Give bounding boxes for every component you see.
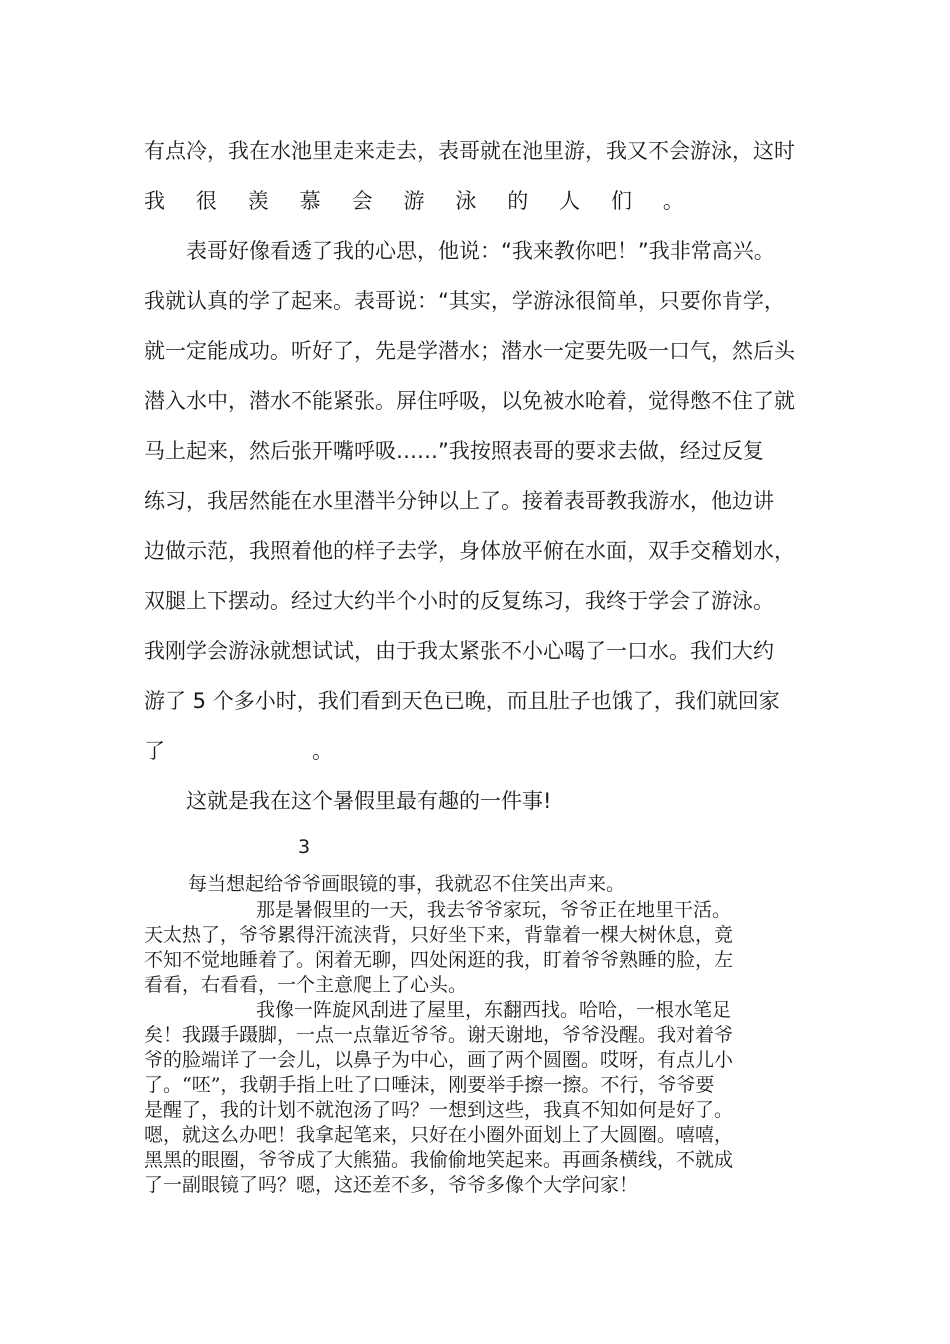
story-line: 天太热了，爷爷累得汗流浃背，只好坐下来，背靠着一棵大树休息，竟: [144, 924, 734, 946]
paragraph-line: 马上起来，然后张开嘴呼吸……”我按照表哥的要求去做，经过反复: [144, 439, 764, 463]
story-line: 黑黑的眼圈，爷爷成了大熊猫。我偷偷地笑起来。再画条横线，不就成: [144, 1149, 734, 1171]
story-line: 我像一阵旋风刮进了屋里，东翻西找。哈哈，一根水笔足: [256, 999, 732, 1021]
spread-char: 会: [351, 189, 373, 213]
paragraph-line: 我就认真的学了起来。表哥说：“其实，学游泳很简单，只要你肯学，: [144, 289, 785, 313]
short-line-end: 。: [312, 739, 333, 763]
paragraph-line: 有点冷，我在水池里走来走去，表哥就在池里游，我又不会游泳，这时: [144, 139, 795, 163]
spread-char: 人: [559, 189, 581, 213]
spread-char: 羡: [247, 189, 269, 213]
paragraph-line: 双腿上下摆动。经过大约半个小时的反复练习，我终于学会了游泳。: [144, 589, 774, 613]
story-line: 看看，右看看，一个主意爬上了心头。: [144, 974, 468, 996]
spread-char: 游: [403, 189, 425, 213]
spread-char: 我: [144, 189, 165, 213]
spread-line: [144, 186, 684, 216]
spread-char: 慕: [299, 189, 321, 213]
paragraph-line: 表哥好像看透了我的心思，他说：“我来教你吧！”我非常高兴。: [186, 239, 775, 263]
story-line: 不知不觉地睡着了。闲着无聊，四处闲逛的我，盯着爷爷熟睡的脸，左: [144, 949, 734, 971]
paragraph-line: 边做示范，我照着他的样子去学，身体放平俯在水面，双手交稽划水，: [144, 539, 795, 563]
spread-char: 泳: [455, 189, 477, 213]
paragraph-line: 游了 5 个多小时，我们看到天色已晚，而且肚子也饿了，我们就回家: [144, 689, 780, 713]
paragraph-line: 潜入水中，潜水不能紧张。屏住呼吸，以免被水呛着，觉得憋不住了就: [144, 389, 795, 413]
page-number: 3: [298, 836, 311, 858]
closing-line: 这就是我在这个暑假里最有趣的一件事!: [186, 789, 552, 813]
story-line: 爷的脸端详了一会儿，以鼻子为中心，画了两个圆圈。哎呀，有点儿小: [144, 1049, 734, 1071]
story-line: 了。“呸”，我朝手指上吐了口唾沫，刚要举手擦一擦。不行，爷爷要: [144, 1074, 715, 1096]
spread-char: 。: [662, 189, 684, 213]
spread-char: 们: [611, 189, 633, 213]
spread-char: 的: [507, 189, 529, 213]
paragraph-line: 练习，我居然能在水里潜半分钟以上了。接着表哥教我游水，他边讲: [144, 489, 774, 513]
paragraph-line: 就一定能成功。听好了，先是学潜水；潜水一定要先吸一口气，然后头: [144, 339, 795, 363]
story-line: 矣！我蹑手蹑脚，一点一点靠近爷爷。谢天谢地，爷爷没醒。我对着爷: [144, 1024, 734, 1046]
spread-char: 很: [195, 189, 217, 213]
story-line: 嗯，就这么办吧！我拿起笔来，只好在小圈外面划上了大圆圈。嘻嘻，: [144, 1124, 734, 1146]
paragraph-line: 我刚学会游泳就想试试，由于我太紧张不小心喝了一口水。我们大约: [144, 639, 774, 663]
story-line: 每当想起给爷爷画眼镜的事，我就忍不住笑出声来。: [188, 873, 626, 895]
short-line-start: 了: [144, 739, 165, 763]
story-line: 了一副眼镜了吗？嗯，这还差不多，爷爷多像个大学问家！: [144, 1174, 639, 1196]
story-line: 那是暑假里的一天，我去爷爷家玩，爷爷正在地里干活。: [256, 899, 732, 921]
story-line: 是醒了，我的计划不就泡汤了吗？一想到这些，我真不知如何是好了。: [144, 1099, 734, 1121]
